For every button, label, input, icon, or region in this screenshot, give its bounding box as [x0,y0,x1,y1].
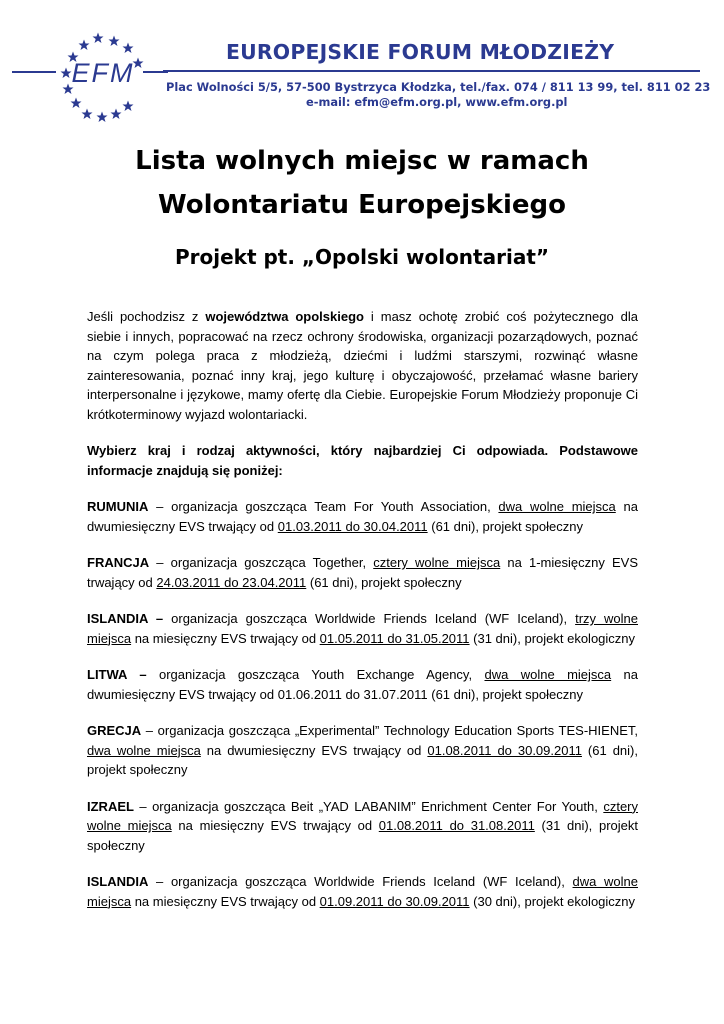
intro-paragraph: Jeśli pochodzisz z województwa opolskiego i masz ochotę zrobić coś pożytecznego dla siebie i innych, popracować na rzecz ochrony środowiska, organizacji pozarządowych, poznać na czym polega praca z młodzieżą, dziećmi i ludźmi starszymi, rozwinąć własne zainteresowania, poznać inny kraj, jego kulturę i obyczajowość, przełamać własne bariery interpersonalne i językowe, mamy ofertę dla Ciebie. Europejskie Forum Młodzieży proponuje Ci krótkoterminowy wyjazd wolontariacki. [87,309,638,422]
offer-dates: 01.08.2011 do 31.08.2011 [378,818,535,833]
offer-country: LITWA – [87,667,147,682]
offer-places: cztery wolne miejsca [87,798,638,833]
region-highlight: województwa opolskiego [205,309,364,324]
efm-logo [10,20,170,125]
instruction-paragraph: Wybierz kraj i rodzaj aktywności, który najbardziej Ci odpowiada. Podstawowe informacje znajdują się poniżej: [87,443,638,478]
organization-address: Plac Wolności 5/5, 57-500 Bystrzyca Kłodzka, tel./fax. 074 / 811 13 99, tel. 811 02 23 [166,80,711,94]
star-icon [93,33,104,44]
star-icon [123,43,134,54]
offer-country: FRANCJA [87,555,150,570]
offer-places: dwa wolne miejsca [484,667,612,682]
star-icon [79,40,90,51]
star-icon [82,109,93,120]
offer-country: RUMUNIA [87,499,149,514]
offer-entry: ISLANDIA – organizacja goszcząca Worldwide Friends Iceland (WF Iceland), trzy wolne miejsca na miesięczny EVS trwający od 01.05.2011 do 31.05.2011 (31 dni), projekt ekologiczny [87,611,638,646]
document-body [87,307,638,928]
offer-country: ISLANDIA [87,874,149,889]
star-icon [71,98,82,109]
offer-dates: 01.06.2011 do 31.07.2011 [277,686,428,702]
offer-dates: 01.09.2011 do 30.09.2011 [319,893,470,909]
offer-places: dwa wolne miejsca [498,499,616,514]
offer-places: dwa wolne miejsca [87,742,201,758]
star-icon [111,109,122,120]
logo-text: EFM [71,58,135,88]
star-icon [97,112,108,123]
offer-dates: 24.03.2011 do 23.04.2011 [156,574,307,590]
offer-dates: 01.03.2011 do 30.04.2011 [277,518,428,534]
offer-country: ISLANDIA – [87,611,164,626]
offer-entry: IZRAEL – organizacja goszcząca Beit „YAD LABANIM” Enrichment Center For Youth, cztery wolne miejsca na miesięczny EVS trwający od 01.08.2011 do 31.08.2011 (31 dni), projekt społeczny [87,798,638,853]
offer-dates: 01.08.2011 do 30.09.2011 [427,742,582,758]
project-subtitle: Projekt pt. „Opolski wolontariat” [174,245,550,269]
offer-entry: LITWA – organizacja goszcząca Youth Exchange Agency, dwa wolne miejsca na dwumiesięczny EVS trwający od 01.06.2011 do 31.07.2011 (61 dni), projekt społeczny [87,667,639,702]
offer-entry: ISLANDIA – organizacja goszcząca Worldwide Friends Iceland (WF Iceland), dwa wolne miejsca na miesięczny EVS trwający od 01.09.2011 do 30.09.2011 (30 dni), projekt ekologiczny [87,874,638,909]
header-rule [163,70,700,72]
document-title-line-1: Lista wolnych miejsc w ramach [135,146,589,176]
organization-name: EUROPEJSKIE FORUM MŁODZIEŻY [226,40,615,64]
offer-dates: 01.05.2011 do 31.05.2011 [319,630,470,646]
offer-places: trzy wolne miejsca [87,611,638,646]
offer-entry: RUMUNIA – organizacja goszcząca Team For Youth Association, dwa wolne miejsca na dwumiesięczny EVS trwający od 01.03.2011 do 30.04.2011 (61 dni), projekt społeczny [87,499,638,534]
star-icon [61,68,72,79]
offer-places: cztery wolne miejsca [373,555,501,570]
offer-country: IZRAEL [87,798,134,814]
star-icon [109,36,120,47]
organization-contact: e-mail: efm@efm.org.pl, www.efm.org.pl [306,95,568,109]
document-title-line-2: Wolontariatu Europejskiego [157,190,567,220]
offer-country: GRECJA [87,723,142,738]
star-icon [123,101,134,112]
offer-entry: GRECJA – organizacja goszcząca „Experimental” Technology Education Sports TES-HIENET, dwa wolne miejsca na dwumiesięczny EVS trwający od 01.08.2011 do 30.09.2011 (61 dni), projekt społeczny [87,723,638,777]
offer-places: dwa wolne miejsca [87,874,638,909]
offer-entry: FRANCJA – organizacja goszcząca Together, cztery wolne miejsca na 1-miesięczny EVS trwający od 24.03.2011 do 23.04.2011 (61 dni), projekt społeczny [87,555,638,590]
